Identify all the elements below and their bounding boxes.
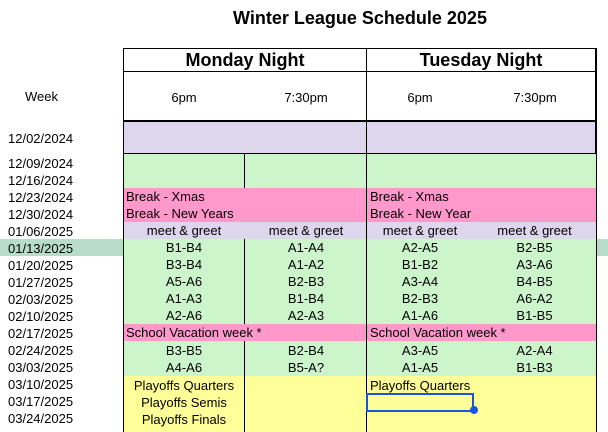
column-border: [244, 239, 245, 324]
playoffs-finals-mon[interactable]: Playoffs Finals: [141, 412, 227, 427]
date-cell[interactable]: 12/16/2024: [8, 173, 74, 188]
tuesday-1202-block[interactable]: [366, 121, 596, 154]
game-cell[interactable]: A3-A5: [401, 343, 439, 358]
playoffs-semis-mon[interactable]: Playoffs Semis: [141, 395, 227, 410]
column-border: [244, 154, 245, 188]
column-border: [244, 341, 245, 432]
tue-6pm-label: 6pm: [407, 90, 433, 105]
game-cell[interactable]: A2-A6: [165, 308, 203, 323]
game-cell[interactable]: B2-B5: [516, 240, 553, 255]
game-cell[interactable]: A2-A4: [516, 343, 553, 358]
week-label: Week: [25, 89, 58, 104]
game-cell[interactable]: A1-A4: [287, 240, 325, 255]
tuesday-school-vacation[interactable]: School Vacation week *: [367, 324, 596, 341]
tue-730pm-label: 7:30pm: [513, 90, 557, 105]
game-cell[interactable]: B1-B4: [287, 291, 325, 306]
game-cell[interactable]: A1-A5: [401, 360, 439, 375]
meet-greet-mon-730pm[interactable]: meet & greet: [245, 222, 367, 239]
meet-greet-tue-6pm[interactable]: meet & greet: [367, 222, 473, 239]
game-cell[interactable]: A1-A2: [287, 257, 325, 272]
tuesday-break-xmas[interactable]: Break - Xmas: [367, 188, 596, 205]
game-cell[interactable]: B1-B3: [516, 360, 553, 375]
game-cell[interactable]: B5-A?: [287, 360, 325, 375]
date-cell[interactable]: 03/24/2025: [8, 411, 74, 426]
column-border: [366, 48, 367, 432]
date-cell[interactable]: 12/23/2024: [8, 190, 74, 205]
date-cell[interactable]: 01/20/2025: [8, 258, 74, 273]
date-cell[interactable]: 01/27/2025: [8, 275, 74, 290]
monday-break-newyears[interactable]: Break - New Years: [123, 205, 367, 222]
monday-early-block[interactable]: [123, 154, 367, 188]
game-cell[interactable]: A2-A3: [287, 308, 325, 323]
monday-school-vacation[interactable]: School Vacation week *: [123, 324, 367, 341]
tuesday-break-newyears[interactable]: Break - New Year: [367, 205, 596, 222]
monday-header-cell[interactable]: [123, 48, 367, 72]
sheet-title: Winter League Schedule 2025: [233, 8, 487, 28]
date-cell[interactable]: 12/30/2024: [8, 207, 74, 222]
meet-greet-tue-730pm[interactable]: meet & greet: [473, 222, 596, 239]
game-cell[interactable]: A4-A6: [165, 360, 203, 375]
game-cell[interactable]: B1-B4: [165, 240, 203, 255]
game-cell[interactable]: A1-A3: [165, 291, 203, 306]
game-cell[interactable]: A1-A6: [401, 308, 439, 323]
meet-greet-mon-6pm[interactable]: meet & greet: [123, 222, 245, 239]
date-cell[interactable]: 01/06/2025: [8, 224, 74, 239]
mon-6pm-label: 6pm: [171, 90, 197, 105]
date-cell[interactable]: 02/17/2025: [8, 326, 74, 341]
column-border: [123, 48, 124, 432]
date-cell[interactable]: 03/03/2025: [8, 360, 74, 375]
game-cell[interactable]: B1-B5: [516, 308, 553, 323]
date-cell[interactable]: 12/02/2024: [8, 131, 74, 146]
game-cell[interactable]: B2-B3: [401, 291, 439, 306]
date-cell[interactable]: 02/03/2025: [8, 292, 74, 307]
date-cell[interactable]: 02/24/2025: [8, 343, 74, 358]
monday-night-label: Monday Night: [185, 50, 305, 70]
tuesday-night-label: Tuesday Night: [419, 50, 543, 70]
game-cell[interactable]: A3-A4: [401, 274, 439, 289]
game-cell[interactable]: B2-B3: [287, 274, 325, 289]
game-cell[interactable]: B4-B5: [516, 274, 553, 289]
tuesday-header-cell[interactable]: [366, 48, 596, 72]
active-cell-selection[interactable]: [366, 393, 474, 412]
date-cell[interactable]: 01/13/2025: [8, 241, 74, 256]
game-cell[interactable]: A3-A6: [516, 257, 553, 272]
game-cell[interactable]: B1-B2: [401, 257, 439, 272]
game-cell[interactable]: A2-A5: [401, 240, 439, 255]
monday-break-xmas[interactable]: Break - Xmas: [123, 188, 367, 205]
tuesday-early-block[interactable]: [367, 154, 596, 188]
fill-handle[interactable]: [470, 406, 478, 414]
monday-1202-block[interactable]: [123, 121, 367, 154]
date-cell[interactable]: 03/10/2025: [8, 377, 74, 392]
playoffs-quarters-mon[interactable]: Playoffs Quarters: [133, 378, 235, 393]
mon-730pm-label: 7:30pm: [284, 90, 328, 105]
game-cell[interactable]: A5-A6: [165, 274, 203, 289]
game-cell[interactable]: B3-B4: [165, 257, 203, 272]
playoffs-quarters-tue[interactable]: Playoffs Quarters: [370, 378, 471, 393]
column-border: [596, 48, 597, 432]
date-cell[interactable]: 03/17/2025: [8, 394, 74, 409]
game-cell[interactable]: B2-B4: [287, 343, 325, 358]
date-cell[interactable]: 02/10/2025: [8, 309, 74, 324]
game-cell[interactable]: A6-A2: [516, 291, 553, 306]
game-cell[interactable]: B3-B5: [165, 343, 203, 358]
date-cell[interactable]: 12/09/2024: [8, 156, 74, 171]
